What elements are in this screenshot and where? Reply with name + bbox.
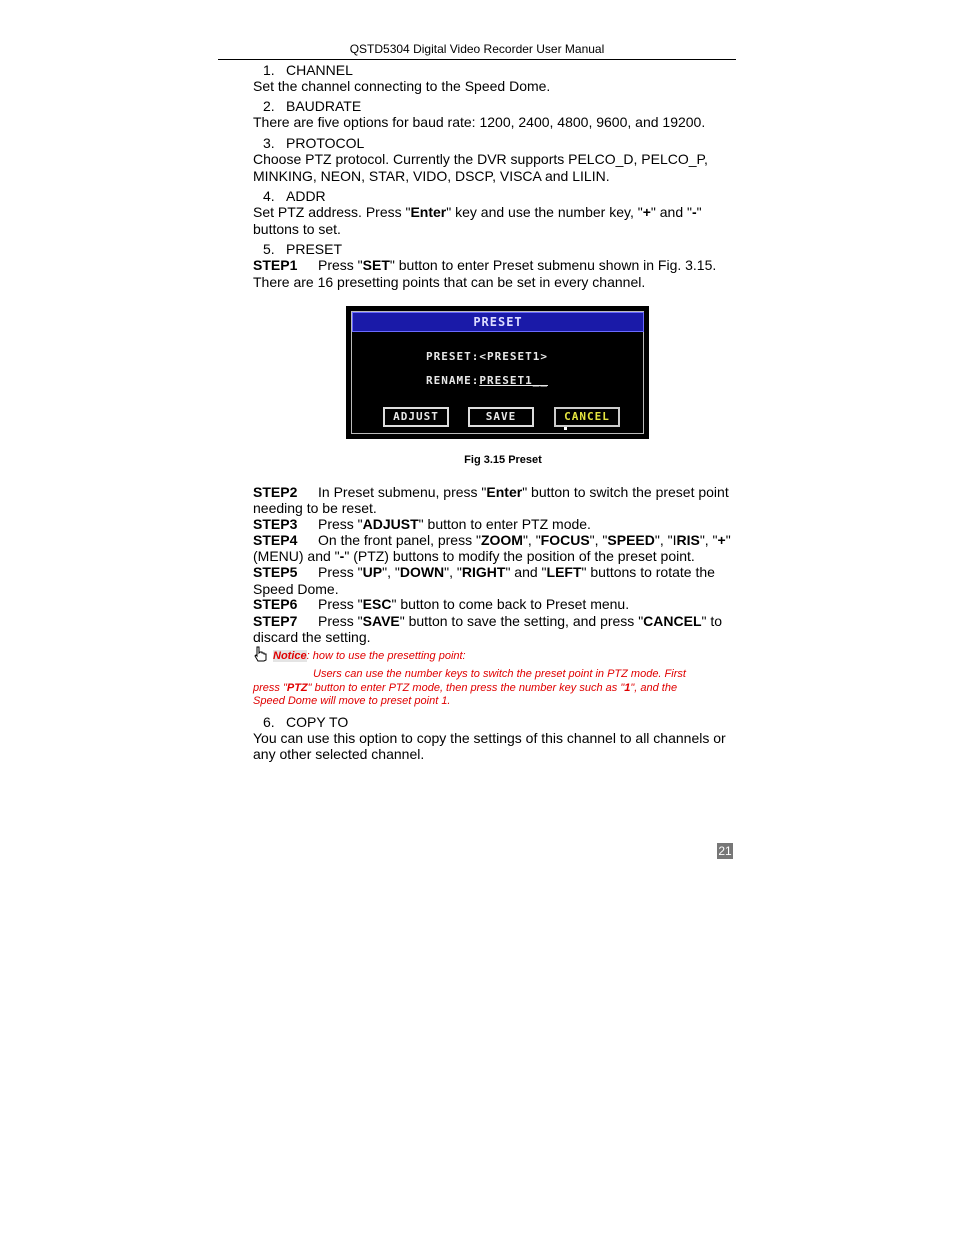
page-header: QSTD5304 Digital Video Recorder User Manual [349, 42, 605, 56]
save-button[interactable]: SAVE [468, 407, 534, 427]
text: " button to switch the preset point [522, 484, 729, 500]
key-zoom: ZOOM [480, 532, 523, 548]
text: press " [253, 682, 287, 694]
key-cancel: CANCEL [643, 613, 702, 629]
text: Set PTZ address. Press " [253, 204, 411, 220]
step4-line2 [253, 548, 737, 565]
key-left: LEFT [546, 564, 582, 580]
step-label: STEP3 [253, 516, 298, 532]
cancel-button[interactable]: CANCEL [554, 407, 620, 427]
section-baudrate-body: There are five options for baud rate: 1200, 2400, 4800, 9600, and 19200. [253, 114, 706, 130]
text: ", " [382, 564, 400, 580]
text: ", " [444, 564, 462, 580]
key-ptz: PTZ [286, 682, 308, 694]
rename-line [426, 374, 548, 387]
text: ", " [522, 532, 541, 548]
section-protocol-body-2: MINKING, NEON, STAR, VIDO, DSCP, VISCA and LILIN. [253, 168, 610, 184]
section-number: 1. [263, 62, 275, 78]
section-preset-heading [263, 241, 342, 258]
text: ", and the [630, 682, 678, 694]
key-minus: - [691, 204, 697, 220]
key-enter: Enter [410, 204, 447, 220]
section-baudrate-heading [263, 98, 361, 115]
page-number: 21 [718, 844, 732, 858]
text: " to [701, 613, 723, 629]
section-title: PRESET [286, 241, 343, 257]
notice-line-1: Users can use the number keys to switch the preset point in PTZ mode. First [313, 668, 686, 680]
step-label: STEP2 [253, 484, 298, 500]
key-focus: FOCUS [540, 532, 590, 548]
text: On the front panel, press " [318, 532, 481, 548]
text: Press " [318, 596, 363, 612]
key-minus: - [339, 548, 345, 564]
step7 [253, 613, 737, 630]
section-title: COPY TO [286, 714, 349, 730]
text: " (PTZ) buttons to modify the position of the preset point. [344, 548, 695, 564]
step6 [253, 596, 737, 613]
notice-line-3: Speed Dome will move to preset point 1. [253, 695, 451, 707]
key-one: 1 [624, 682, 631, 694]
section-protocol-heading [263, 135, 364, 152]
text: Press " [318, 564, 363, 580]
section-channel-heading [263, 62, 353, 79]
text: ", "I [654, 532, 677, 548]
text: ", " [699, 532, 718, 548]
section-title: ADDR [286, 188, 326, 204]
section-protocol-body-1: Choose PTZ protocol. Currently the DVR supports PELCO_D, PELCO_P, [253, 151, 708, 167]
text: " button to enter Preset submenu shown in Fig. 3.15. [389, 257, 717, 273]
pointing-hand-icon [253, 646, 268, 662]
section-number: 2. [263, 98, 275, 114]
step1-line2: There are 16 presetting points that can be set in every channel. [253, 274, 646, 290]
section-number: 6. [263, 714, 275, 730]
notice-heading [273, 650, 733, 664]
key-plus: + [642, 204, 651, 220]
text: Press " [318, 257, 363, 273]
text: " button to save the setting, and press " [399, 613, 644, 629]
step3 [253, 516, 737, 533]
key-up: UP [362, 564, 383, 580]
step7-line2: discard the setting. [253, 629, 371, 645]
section-copy-to-heading [263, 714, 348, 731]
key-right: RIGHT [461, 564, 506, 580]
preset-menu-screenshot [346, 306, 649, 439]
text: " and " [650, 204, 692, 220]
section-title: PROTOCOL [286, 135, 365, 151]
section-addr-heading [263, 188, 326, 205]
step-label: STEP1 [253, 257, 298, 273]
text: ", " [589, 532, 608, 548]
section-number: 5. [263, 241, 275, 257]
step2-line2: needing to be reset. [253, 500, 377, 516]
step4 [253, 532, 737, 549]
figure-caption: Fig 3.15 Preset [464, 454, 542, 466]
rename-label: RENAME: [426, 374, 480, 387]
section-number: 3. [263, 135, 275, 151]
header-rule [218, 59, 736, 60]
key-enter: Enter [486, 484, 523, 500]
text: " buttons to rotate the [581, 564, 715, 580]
text: " [696, 204, 702, 220]
key-set: SET [362, 257, 390, 273]
step2 [253, 484, 737, 501]
section-copy-to-body-1: You can use this option to copy the settings of this channel to all channels or [253, 730, 726, 746]
step-label: STEP4 [253, 532, 298, 548]
text: In Preset submenu, press " [318, 484, 487, 500]
text: " button to enter PTZ mode. [418, 516, 591, 532]
section-number: 4. [263, 188, 275, 204]
text: Press " [318, 613, 363, 629]
step-label: STEP5 [253, 564, 298, 580]
menu-title: PRESET [352, 312, 644, 332]
section-copy-to-body-2: any other selected channel. [253, 746, 425, 762]
text: Press " [318, 516, 363, 532]
section-title: BAUDRATE [286, 98, 362, 114]
step-label: STEP6 [253, 596, 298, 612]
step1 [253, 257, 737, 274]
step-label: STEP7 [253, 613, 298, 629]
step5 [253, 564, 737, 581]
key-down: DOWN [399, 564, 445, 580]
key-plus: + [717, 532, 726, 548]
text: " and " [505, 564, 547, 580]
key-iris: RIS [676, 532, 700, 548]
notice-line-2 [253, 682, 737, 696]
key-speed: SPEED [607, 532, 655, 548]
text: " button to come back to Preset menu. [391, 596, 630, 612]
adjust-button[interactable]: ADJUST [383, 407, 449, 427]
section-title: CHANNEL [286, 62, 353, 78]
key-adjust: ADJUST [362, 516, 419, 532]
cursor-dot [564, 427, 567, 430]
section-channel-body: Set the channel connecting to the Speed Dome. [253, 78, 551, 94]
section-addr-body-1 [253, 204, 737, 221]
text: " button to enter PTZ mode, then press the number key such as " [307, 682, 625, 694]
notice-label: Notice [273, 650, 307, 662]
key-save: SAVE [362, 613, 400, 629]
text: " [725, 532, 731, 548]
text: (MENU) and " [253, 548, 340, 564]
key-esc: ESC [362, 596, 392, 612]
section-addr-body-2: buttons to set. [253, 221, 341, 237]
rename-value: PRESET1__ [479, 374, 548, 387]
step5-line2: Speed Dome. [253, 581, 339, 597]
text: " key and use the number key, " [446, 204, 643, 220]
text: : how to use the presetting point: [306, 650, 466, 662]
preset-line: PRESET:<PRESET1> [426, 350, 548, 363]
